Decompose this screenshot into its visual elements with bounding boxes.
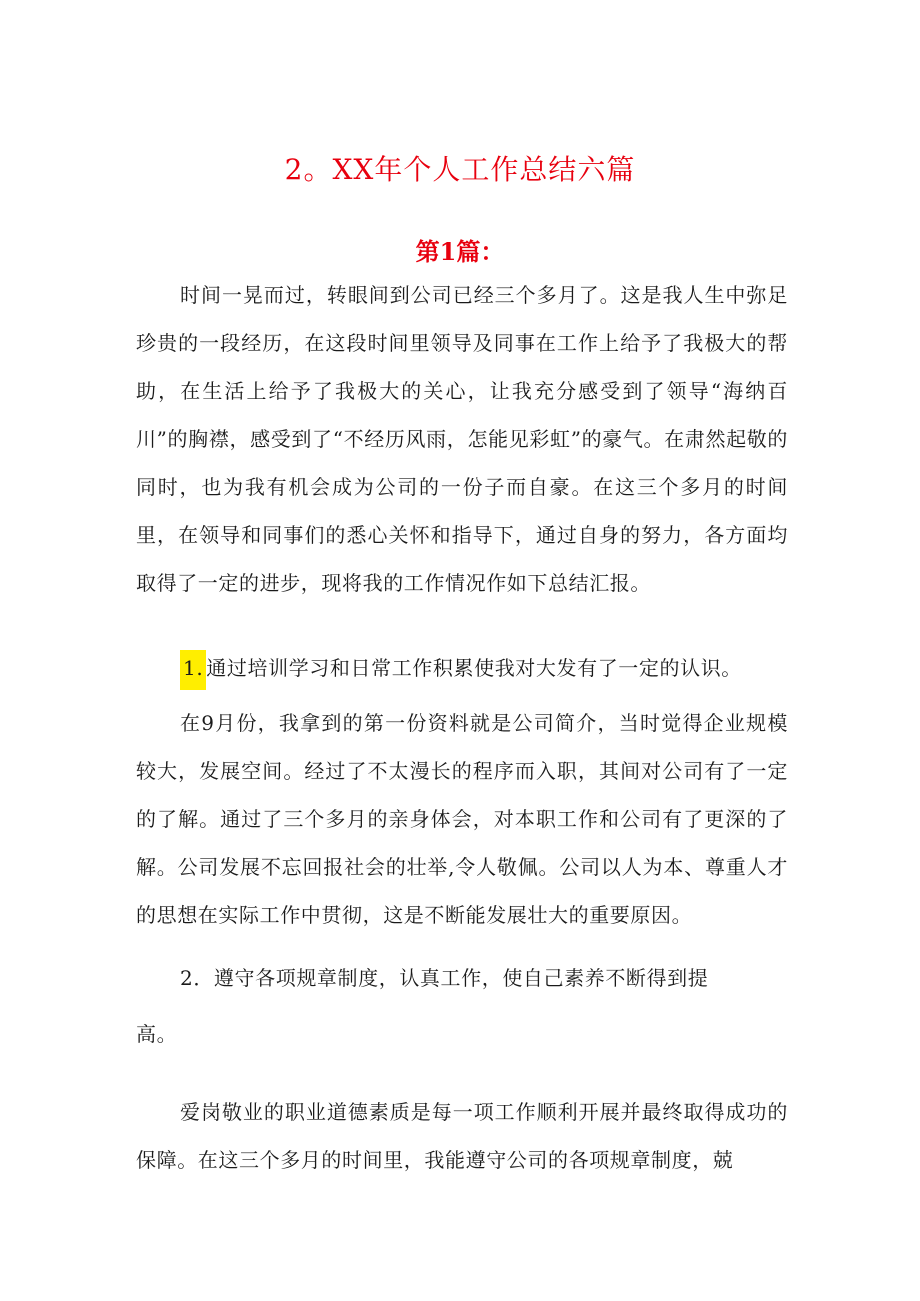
list-item-2-line2: 高。	[136, 1022, 178, 1046]
list-item-2	[136, 952, 788, 1060]
paragraph-work-ethic: 爱岗敬业的职业道德素质是每一项工作顺利开展并最终取得成功的保障。在这三个多月的时间里，我能遵守公司的各项规章制度，兢	[136, 1100, 788, 1172]
list-item-1	[136, 644, 788, 692]
paragraph-intro: 时间一晃而过，转眼间到公司已经三个多月了。这是我人生中弥足珍贵的一段经历，在这段时间里领导及同事在工作上给予了我极大的帮助，在生活上给予了我极大的关心，让我充分感受到了领导“海纳百川”的胸襟，感受到了“不经历风雨，怎能见彩虹”的豪气。在肃然起敬的同时，也为我有机会成为公司的一份子而自豪。在这三个多月的时间里，在领导和同事们的悉心关怀和指导下，通过自身的努力，各方面均取得了一定的进步，现将我的工作情况作如下总结汇报。	[136, 283, 788, 595]
document-title: 2。XX年个人工作总结六篇	[284, 153, 636, 186]
paragraph-company-understanding: 在9月份，我拿到的第一份资料就是公司简介，当时觉得企业规模较大，发展空间。经过了不太漫长的程序而入职，其间对公司有了一定的了解。通过了三个多月的亲身体会，对本职工作和公司有了更深的了解。公司发展不忘回报社会的壮举,令人敬佩。公司以人为本、尊重人才的思想在实际工作中贯彻，这是不断能发展壮大的重要原因。	[136, 711, 788, 927]
section-heading: 第1篇：	[415, 237, 505, 266]
list-item-1-text: 通过培训学习和日常工作积累使我对大发有了一定的认识。	[206, 656, 742, 680]
highlighted-number: 1.	[180, 650, 206, 690]
list-item-2-line1: 2．遵守各项规章制度，认真工作，使自己素养不断得到提	[180, 966, 709, 990]
